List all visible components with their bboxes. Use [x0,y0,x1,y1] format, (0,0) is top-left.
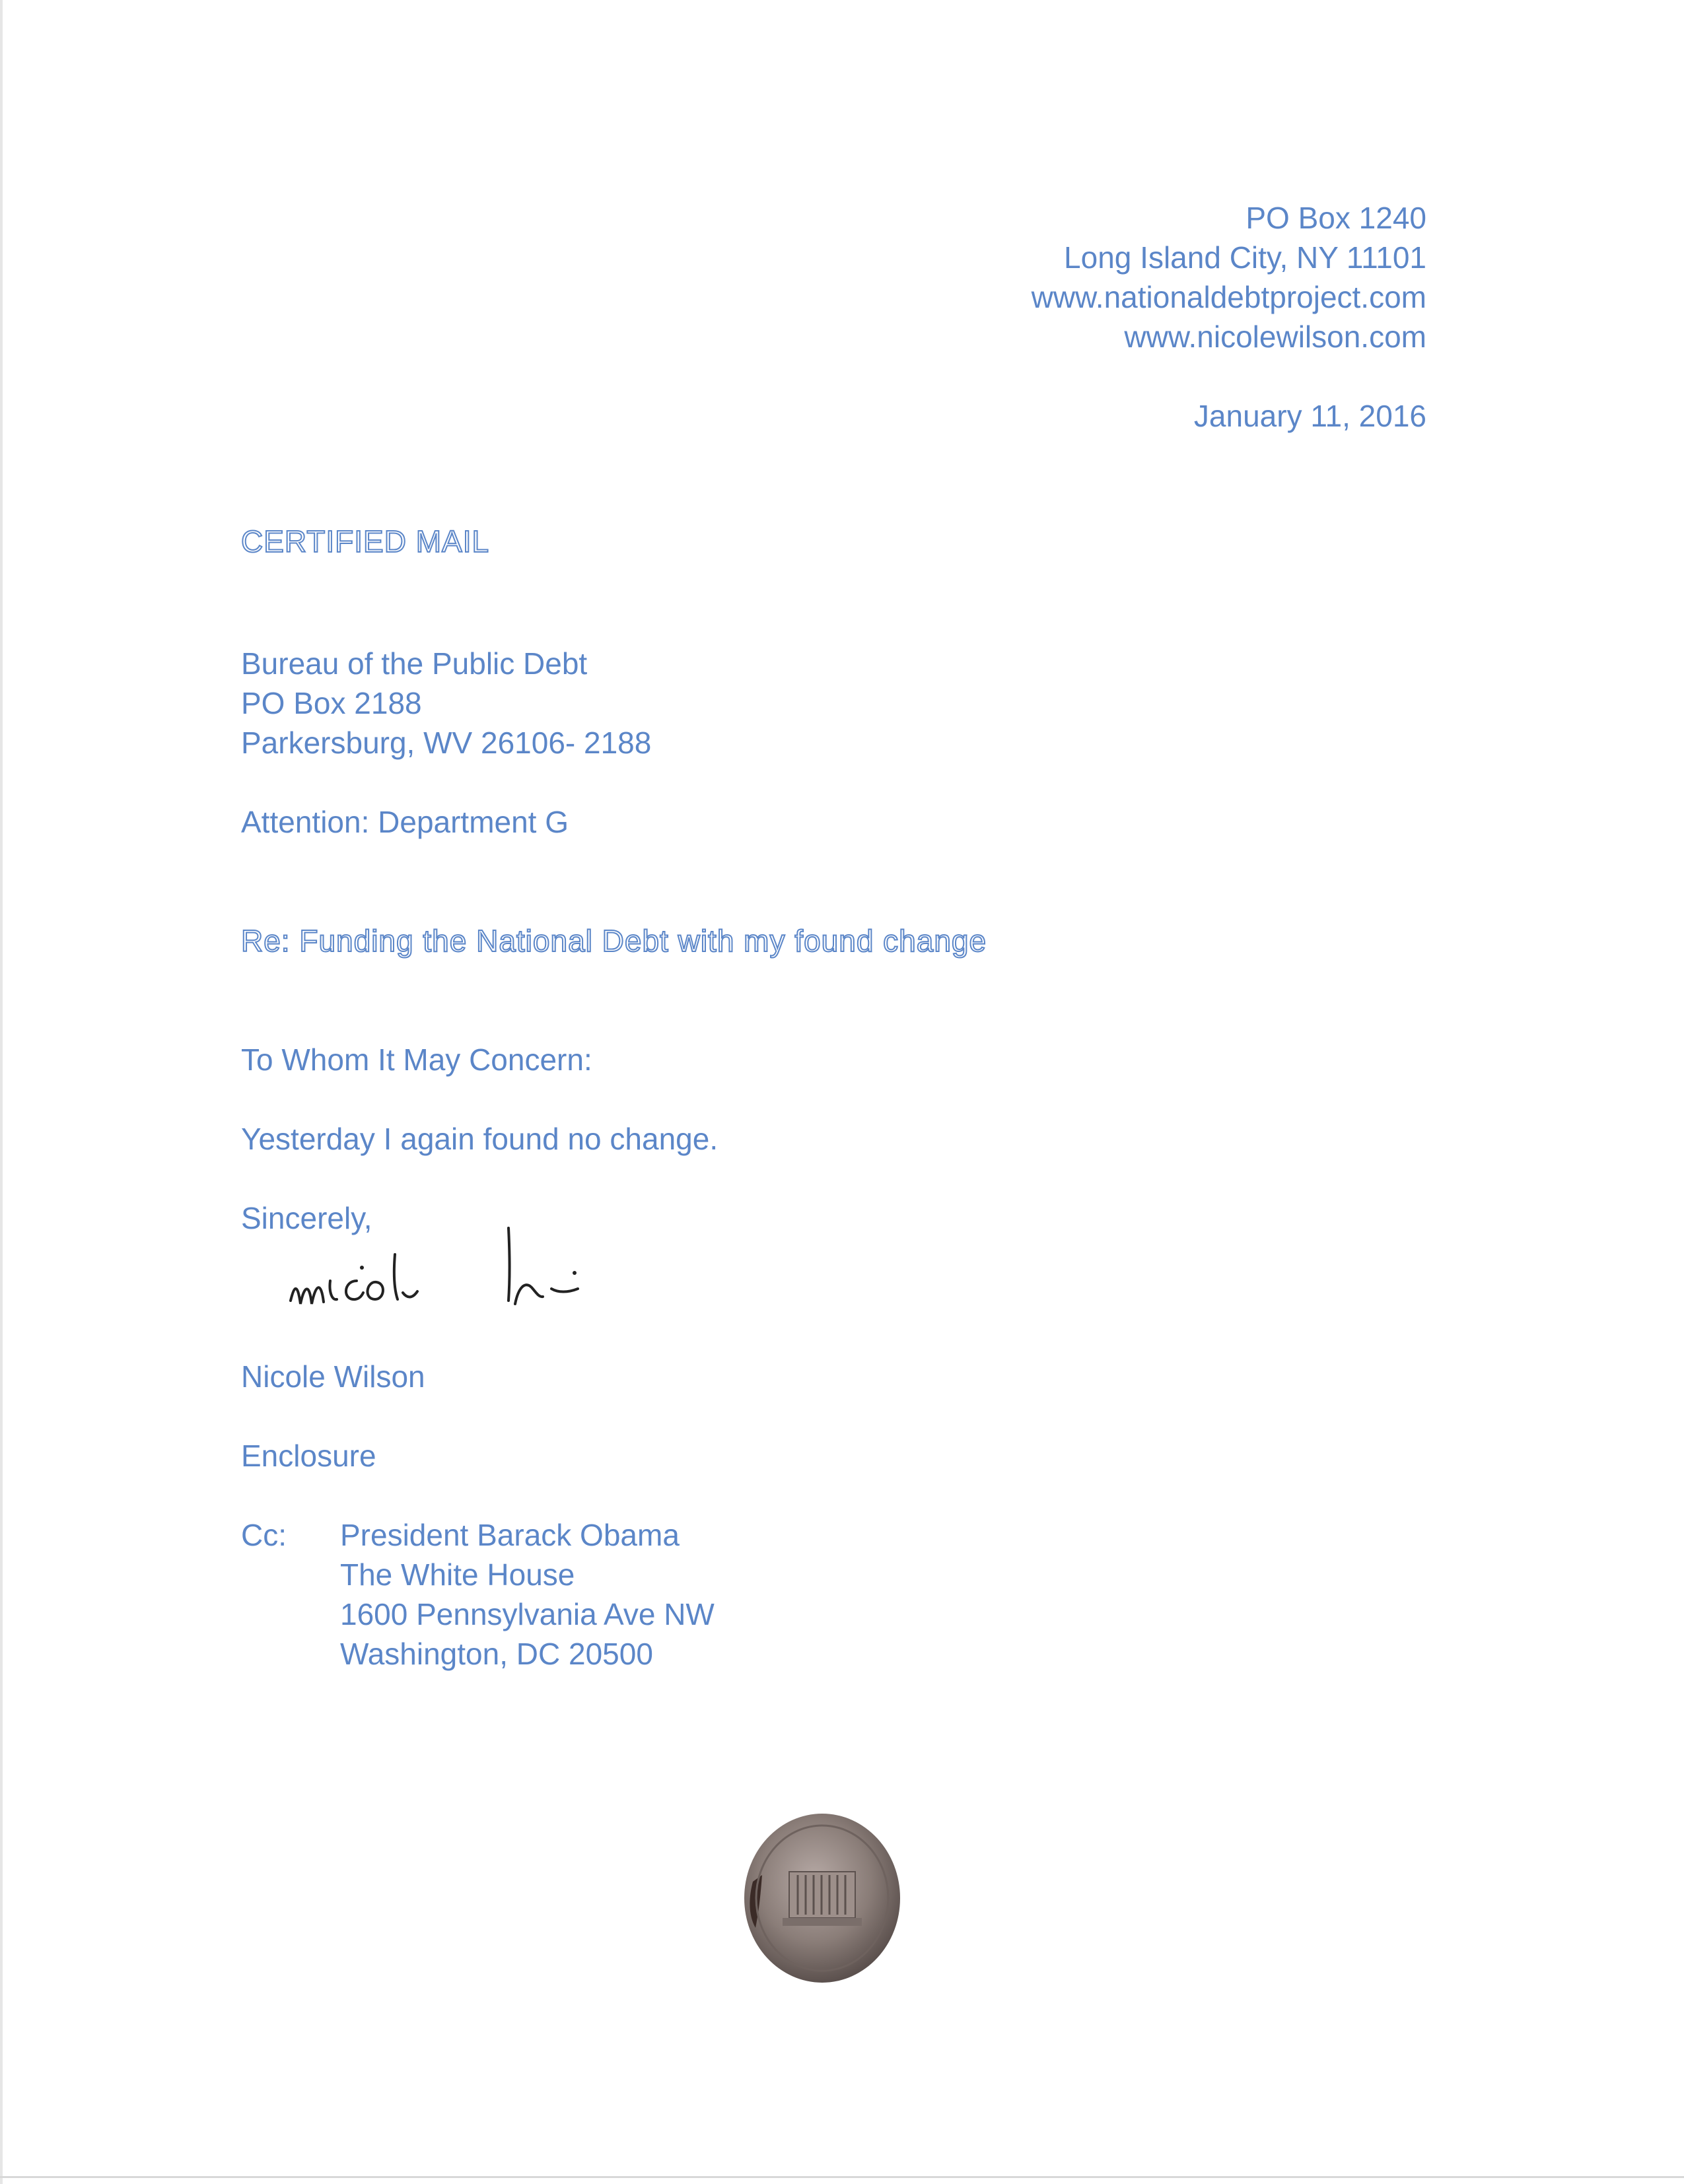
closing: Sincerely, [241,1201,372,1235]
letter-body: Yesterday I again found no change. [241,1122,719,1156]
cc-line: President Barack Obama [340,1518,680,1552]
handwritten-signature [277,1215,647,1334]
scan-edge [0,2176,1684,2178]
cc-line: Washington, DC 20500 [340,1637,653,1671]
scan-edge [0,0,3,2184]
recipient-address-line: PO Box 2188 [241,686,422,720]
cc-recipient [340,1515,715,1674]
letter-date: January 11, 2016 [1193,399,1426,433]
recipient-address-line: Bureau of the Public Debt [241,646,588,681]
certified-mail-heading: CERTIFIED MAIL [241,524,490,559]
penny-coin-image [740,1809,905,1987]
cc-label: Cc: [241,1518,287,1552]
salutation: To Whom It May Concern: [241,1042,592,1077]
signer-name: Nicole Wilson [241,1359,425,1394]
recipient-address [241,644,651,763]
attention-line: Attention: Department G [241,805,569,839]
recipient-address-line: Parkersburg, WV 26106- 2188 [241,726,652,760]
enclosure-note: Enclosure [241,1439,376,1473]
sender-address-line: PO Box 1240 [1245,201,1426,235]
sender-website-line: www.nationaldebtproject.com [1031,280,1426,314]
sender-address [1032,198,1426,436]
sender-website-line: www.nicolewilson.com [1124,320,1426,354]
sender-address-line: Long Island City, NY 11101 [1064,240,1426,275]
cc-line: 1600 Pennsylvania Ave NW [340,1597,715,1631]
cc-line: The White House [340,1557,575,1592]
subject-line: Re: Funding the National Debt with my found change [241,924,987,958]
